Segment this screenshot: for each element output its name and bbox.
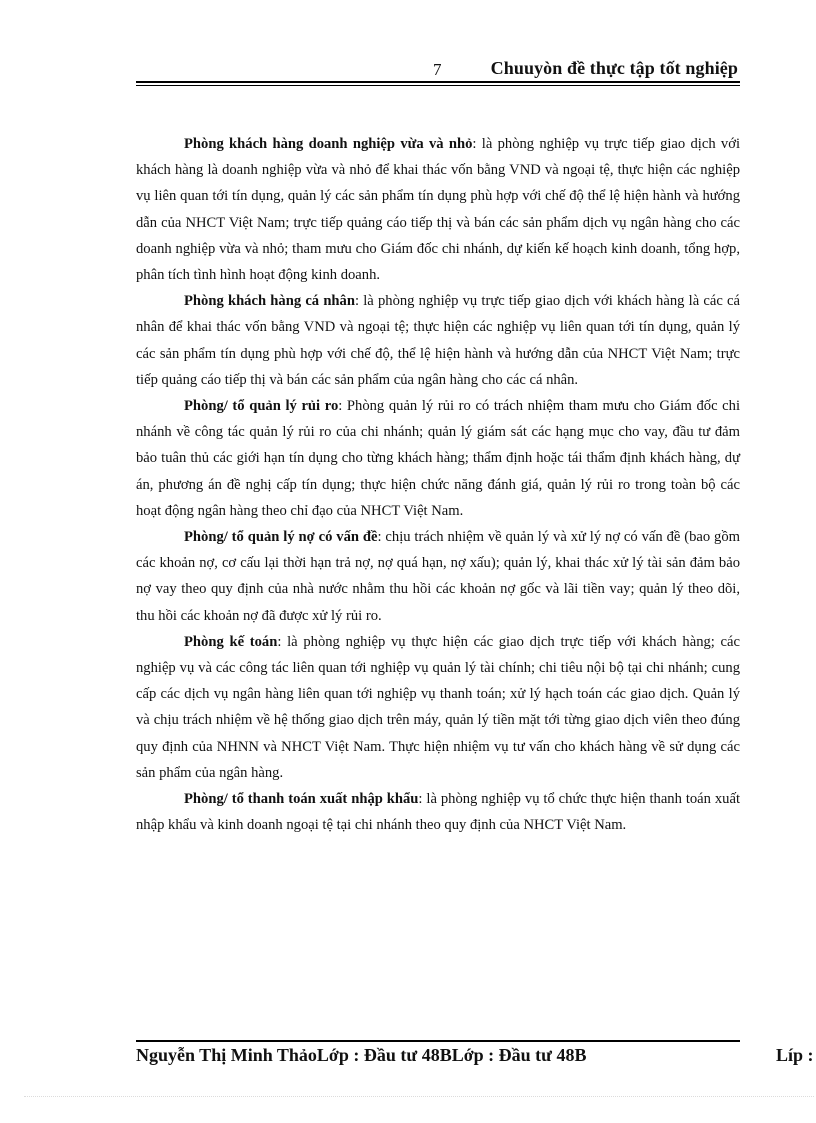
paragraph-heading: Phòng/ tổ quản lý nợ có vấn đề <box>184 529 378 546</box>
paragraph-text: : Phòng quản lý rủi ro có trách nhiệm tham mưu cho Giám đốc chi nhánh về công tác quản lý rủi ro của chi nhánh; quản lý giám sát các hạng mục cho vay, đầu tư đảm bảo tuân thủ các giới hạn tín dụng cho từng khách hàng; thẩm định hoặc tái thẩm định khách hàng, dự án, phương án đề nghị cấp tín dụng; thực hiện chức năng đánh giá, quản lý rủi ro trong toàn bộ các hoạt động ngân hàng theo chỉ đạo của NHCT Việt Nam. <box>136 398 741 519</box>
document-body <box>136 131 740 838</box>
paragraph-heading: Phòng khách hàng cá nhân <box>184 293 355 310</box>
paragraph-heading: Phòng kế toán <box>184 633 278 650</box>
header-rule-secondary <box>136 85 740 86</box>
paragraph-sme-department <box>136 131 740 288</box>
paragraph-heading: Phòng/ tổ thanh toán xuất nhập khẩu <box>184 791 419 808</box>
paragraph-text: : là phòng nghiệp vụ tổ chức thực hiện thanh toán xuất nhập khẩu và kinh doanh ngoại tệ tại chi nhánh theo quy định của NHCT Việt Nam. <box>136 791 740 834</box>
document-title: Chuuyòn đề thực tập tốt nghiệp <box>490 58 738 78</box>
paragraph-text: : là phòng nghiệp vụ trực tiếp giao dịch với khách hàng là doanh nghiệp vừa và nhỏ để khai thác vốn bằng VND và ngoại tệ, thực hiện các nghiệp vụ liên quan tới tín dụng, quản lý các sản phẩm tín dụng phù hợp với chế độ thể lệ hiện hành và hướng dẫn của NHCT Việt Nam; trực tiếp quảng cáo tiếp thị và bán các sản phẩm dịch vụ ngân hàng cho các doanh nghiệp vừa và nhỏ; tham mưu cho Giám đốc chi nhánh, dự kiến kế hoạch kinh doanh, tổng hợp, phân tích tình hình hoạt động kinh doanh. <box>136 136 741 284</box>
paragraph-text: : chịu trách nhiệm về quản lý và xử lý nợ có vấn đề (bao gồm các khoản nợ, cơ cấu lại thời hạn trả nợ, nợ quá hạn, nợ xấu); quản lý, khai thác xử lý tài sản đảm bảo nợ vay theo quy định của nhà nước nhằm thu hồi các khoản nợ gốc và lãi tiền vay; quản lý theo dõi, thu hồi các khoản nợ đã được xử lý rủi ro. <box>136 529 740 624</box>
paragraph-individual-department <box>136 288 740 393</box>
paragraph-import-export <box>136 786 740 838</box>
footer-rule <box>136 1040 740 1042</box>
paragraph-accounting <box>136 629 740 786</box>
header-rule <box>136 81 740 83</box>
paragraph-problem-debt <box>136 524 740 629</box>
paragraph-heading: Phòng/ tổ quản lý rủi ro <box>184 398 339 415</box>
footer-class-overflow: Líp : <box>776 1045 814 1065</box>
paragraph-heading: Phòng khách hàng doanh nghiệp vừa và nhỏ <box>184 136 473 152</box>
paragraph-risk-management <box>136 393 740 524</box>
paragraph-text: : là phòng nghiệp vụ trực tiếp giao dịch với khách hàng là các cá nhân để khai thác vốn bằng VND và ngoại tệ; thực hiện các nghiệp vụ liên quan tới tín dụng, quản lý các sản phẩm tín dụng phù hợp với chế độ, thể lệ hiện hành và hướng dẫn của NHCT Việt Nam; trực tiếp quảng cáo tiếp thị và bán các sản phẩm của ngân hàng cho các cá nhân. <box>136 293 740 388</box>
page-bottom-edge <box>24 1096 814 1097</box>
page-header <box>136 58 740 82</box>
paragraph-text: : là phòng nghiệp vụ thực hiện các giao dịch trực tiếp với khách hàng; các nghiệp vụ và các công tác liên quan tới nghiệp vụ quản lý tài chính; chi tiêu nội bộ tại chi nhánh; cung cấp các dịch vụ ngân hàng liên quan tới nghiệp vụ thanh toán; xử lý hạch toán các giao dịch. Quản lý và chịu trách nhiệm về hệ thống giao dịch trên máy, quản lý tiền mặt tới từng giao dịch viên theo đúng quy định của NHNN và NHCT Việt Nam. Thực hiện nhiệm vụ tư vấn cho khách hàng về sử dụng các sản phẩm của ngân hàng. <box>136 633 740 781</box>
footer-author-class: Nguyễn Thị Minh ThảoLớp : Đầu tư 48BLớp : Đầu tư 48B <box>136 1045 587 1065</box>
page-number: 7 <box>433 60 442 79</box>
